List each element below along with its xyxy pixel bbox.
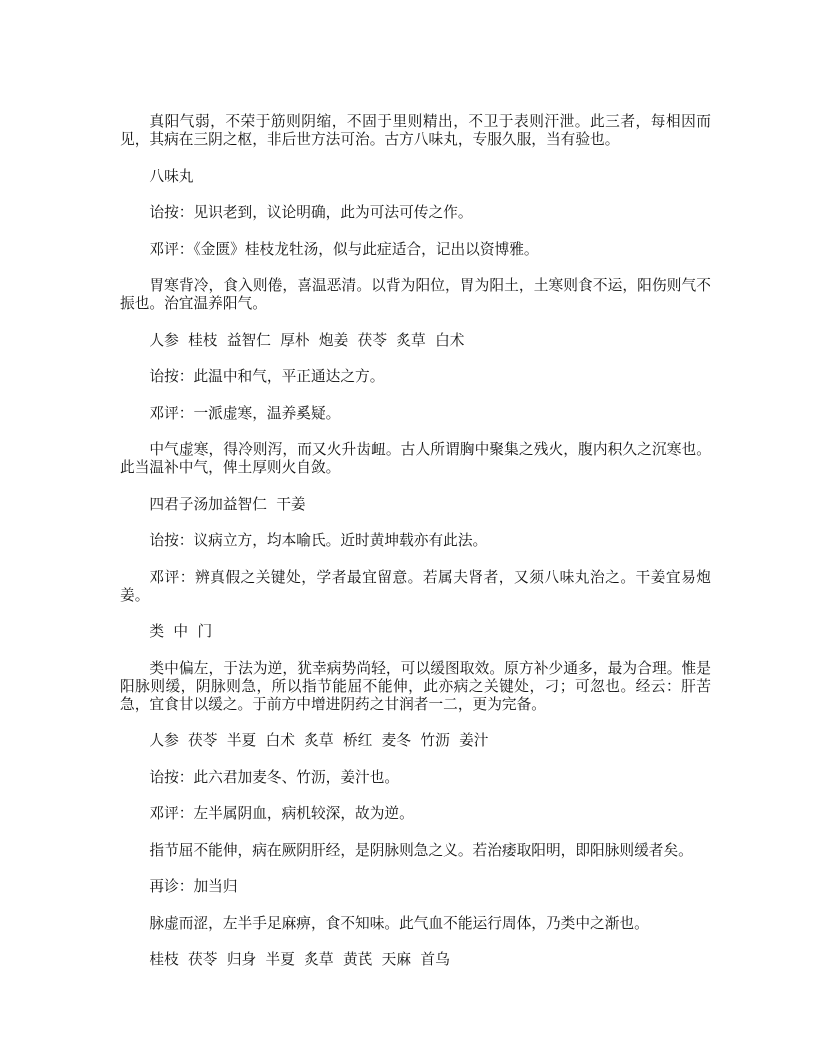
commentary: 诒按：此温中和气，平正通达之方。 <box>149 368 385 385</box>
prescription-title: 四君子汤加益智仁 干姜 <box>149 495 306 513</box>
commentary: 诒按：见识老到，议论明确，此为可法可传之作。 <box>149 204 473 221</box>
paragraph: 脉虚而涩，左半手足麻痹，食不知味。此气血不能运行周体，乃类中之渐也。 <box>149 914 649 932</box>
paragraph: 胃寒背冷，食入则倦，喜温恶清。以背为阳位，胃为阳土，土寒则食不运，阳伤则气不振也。治宜温养阳气。 <box>120 277 711 312</box>
commentary: 诒按：议病立方，均本喻氏。近时黄坤载亦有此法。 <box>149 532 488 549</box>
document-page <box>120 113 711 988</box>
commentary: 诒按：此六君加麦冬、竹沥，姜汁也。 <box>149 768 400 786</box>
follow-up-note: 再诊：加当归 <box>149 878 238 895</box>
commentary: 邓评：辨真假之关键处，学者最宜留意。若属夫肾者，又须八味丸治之。干姜宜易炮姜。 <box>120 568 711 604</box>
paragraph: 指节屈不能伸，病在厥阴肝经，是阴脉则急之义。若治痿取阳明，即阳脉则缓者矣。 <box>149 841 693 859</box>
paragraph: 类中偏左，于法为逆，犹幸病势尚轻，可以缓图取效。原方补少通多，最为合理。惟是阳脉则缓，阴脉则急，所以指节能屈不能伸，此亦病之关键处，刁；可忽也。经云：肝苦急，宜食甘以缓之。于前方中增进阴药之甘润者一二，更为完备。 <box>120 659 711 713</box>
paragraph: 中气虚寒，得冷则泻，而又火升齿衄。古人所谓胸中聚集之残火，腹内积久之沉寒也。此当温补中气，俾土厚则火自敛。 <box>120 441 711 476</box>
section-heading: 类 中 门 <box>149 623 213 640</box>
commentary: 邓评：《金匮》桂枝龙牡汤，似与此症适合，记出以资博雅。 <box>149 240 539 258</box>
paragraph: 真阳气弱，不荣于筋则阴缩，不固于里则精出，不卫于表则汗泄。此三者，每相因而见，其病在三阴之枢，非后世方法可治。古方八味丸，专服久服，当有验也。 <box>120 113 711 148</box>
commentary: 邓评：左半属阴血，病机较深，故为逆。 <box>149 805 414 822</box>
prescription-ingredients: 人参 茯苓 半夏 白术 炙草 桥红 麦冬 竹沥 姜汁 <box>149 732 489 749</box>
prescription-title: 八味丸 <box>149 167 194 185</box>
prescription-ingredients: 桂枝 茯苓 归身 半夏 炙草 黄芪 天麻 首乌 <box>149 951 450 968</box>
commentary: 邓评：一派虚寒，温养奚疑。 <box>149 404 341 422</box>
prescription-ingredients: 人参 桂枝 益智仁 厚朴 炮姜 茯苓 炙草 白术 <box>149 331 465 349</box>
